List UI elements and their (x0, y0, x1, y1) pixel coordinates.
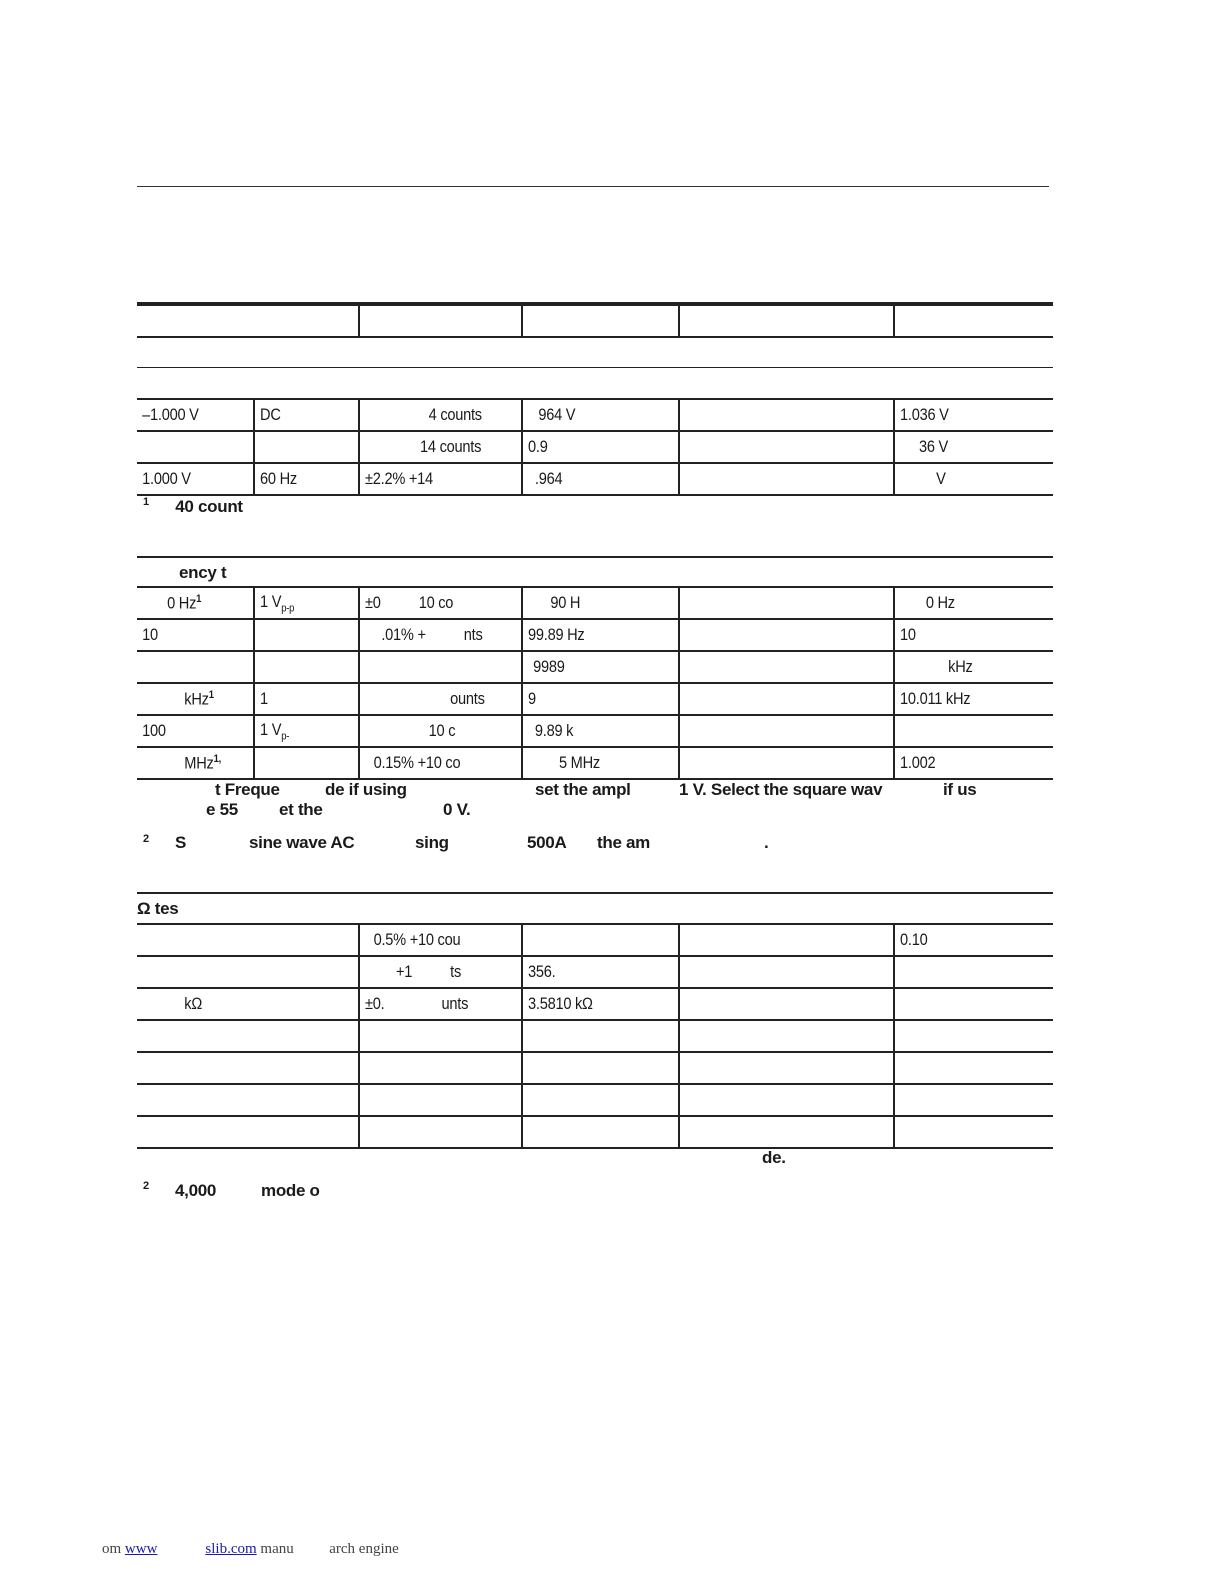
subscript: p-p (281, 602, 295, 615)
table-cell (894, 1116, 1031, 1148)
cell-text: 1 V (260, 719, 282, 739)
note-fragment: 1 V. Select the square wav (679, 780, 883, 799)
table-cell (359, 1020, 499, 1052)
table-cell: 100 (137, 715, 238, 747)
table-cell (137, 651, 238, 683)
table-cell (679, 1116, 864, 1148)
table-cell: 9989 (522, 651, 657, 683)
footer-link[interactable]: slib.com (205, 1541, 257, 1557)
note-fragment: de. (762, 1148, 786, 1167)
note-fragment: sine wave AC (249, 833, 355, 852)
table-row (137, 463, 1053, 495)
table-cell: 36 V (894, 431, 1031, 463)
table-cell (254, 619, 344, 651)
table-cell (679, 399, 864, 431)
table-cell (679, 747, 864, 779)
note-fragment: 500A (527, 833, 567, 852)
note-fragment: if us (943, 780, 977, 799)
table-cell (254, 431, 344, 463)
table-cell (522, 1084, 657, 1116)
table-cell (679, 651, 864, 683)
page-footer (102, 1541, 399, 1558)
table-cell (679, 1084, 864, 1116)
table-cell (137, 1084, 328, 1116)
frequency-heading: ency t (137, 556, 1053, 586)
table-row (137, 1052, 1053, 1084)
table-cell (522, 1116, 657, 1148)
footer-text: arch engine (329, 1541, 399, 1557)
footnote-mark: 2 (143, 1180, 149, 1192)
table-cell: 1.036 V (894, 399, 1031, 431)
table-cell (254, 715, 344, 747)
table-row (137, 619, 1053, 651)
table-cell: 1 (254, 683, 344, 715)
table-row (137, 715, 1053, 747)
footnote-mark: 1 (143, 496, 149, 508)
note-fragment: set the ampl (535, 780, 631, 799)
table-cell: 10 c (359, 715, 499, 747)
table-cell (137, 924, 328, 956)
table-cell: ±0. unts (359, 988, 499, 1020)
table-cell (894, 1020, 1031, 1052)
table-cell (679, 924, 864, 956)
footnote-mark: 2 (143, 833, 149, 845)
footer-link[interactable]: www (124, 1541, 158, 1557)
note-fragment: sing (415, 833, 449, 852)
table-cell (679, 1052, 864, 1084)
table-cell (894, 1084, 1031, 1116)
note-fragment: . (764, 833, 769, 852)
ohms-table (137, 923, 1053, 1149)
table-cell (679, 463, 864, 495)
table-cell (522, 924, 657, 956)
footnote-1 (143, 496, 243, 517)
footnote-mark: 1, (213, 752, 221, 765)
table-cell: ounts (359, 683, 499, 715)
table-cell (137, 1020, 328, 1052)
table-cell (894, 988, 1031, 1020)
footnote-mark: 1 (196, 592, 202, 605)
table-cell (359, 1116, 499, 1148)
table-cell (522, 1020, 657, 1052)
table-row (137, 1084, 1053, 1116)
cell-text: 1 V (260, 591, 282, 611)
table-cell: 0.15% +10 co (359, 747, 499, 779)
table-cell (254, 651, 344, 683)
table-cell: 5 MHz (522, 747, 657, 779)
table-cell (679, 683, 864, 715)
ohms-heading: Ω tes (137, 892, 1053, 924)
note-fragment: de if using (325, 780, 407, 799)
note-fragment: the am (597, 833, 650, 852)
table-cell (522, 1052, 657, 1084)
table-cell (359, 1052, 499, 1084)
table-row (137, 1116, 1053, 1148)
cell-text: kHz (184, 689, 209, 709)
table-cell: 964 V (522, 399, 657, 431)
table-cell: 0.10 (894, 924, 1031, 956)
table-cell (894, 715, 1031, 747)
footnote-2 (143, 833, 149, 854)
subscript: p- (281, 730, 290, 743)
note-fragment: e 55 (206, 800, 238, 819)
table-cell (679, 619, 864, 651)
table-cell (679, 988, 864, 1020)
table-cell: kHz (894, 651, 1031, 683)
table-cell (137, 431, 238, 463)
table-cell: 0.9 (522, 431, 657, 463)
table-cell (894, 1052, 1031, 1084)
table-cell: 9 (522, 683, 657, 715)
frequency-table (137, 586, 1053, 780)
table-cell (894, 956, 1031, 988)
note-fragment: et the (279, 800, 323, 819)
table-cell: 9.89 k (522, 715, 657, 747)
table-cell (254, 587, 344, 619)
table-cell (679, 1020, 864, 1052)
table-cell: 0 Hz (894, 587, 1031, 619)
table-cell (679, 587, 864, 619)
table-cell: 0.5% +10 cou (359, 924, 499, 956)
note-fragment: t Freque (215, 780, 280, 799)
table-row (137, 587, 1053, 619)
table-cell (359, 1084, 499, 1116)
table-row (137, 747, 1053, 779)
table-cell: .964 (522, 463, 657, 495)
table-row (137, 431, 1053, 463)
table-cell (137, 1052, 328, 1084)
table-cell: 3.5810 kΩ (522, 988, 657, 1020)
footnote-mark: 1 (208, 688, 214, 701)
cell-text: 0 Hz (167, 593, 197, 613)
note-fragment: 4,000 (175, 1181, 217, 1200)
cell-text: MHz (184, 753, 214, 773)
dc-table (137, 398, 1053, 496)
table-cell: V (894, 463, 1031, 495)
table-cell: kΩ (137, 988, 328, 1020)
table-row (137, 651, 1053, 683)
table-cell: –1.000 V (137, 399, 238, 431)
table-row (137, 1020, 1053, 1052)
table-cell: 1.000 V (137, 463, 238, 495)
table-cell: ±0 10 co (359, 587, 499, 619)
table-cell: 60 Hz (254, 463, 344, 495)
table-cell: 1.002 (894, 747, 1031, 779)
note-fragment: mode o (261, 1181, 320, 1200)
table-cell: DC (254, 399, 344, 431)
table-row (137, 683, 1053, 715)
table-cell: 10 (137, 619, 238, 651)
table-cell: 356. (522, 956, 657, 988)
table-header (137, 302, 1053, 338)
note-fragment: 0 V. (443, 800, 471, 819)
footer-text: om (102, 1541, 122, 1557)
table-cell: 10 (894, 619, 1031, 651)
table-cell: 10.011 kHz (894, 683, 1031, 715)
table-cell (137, 956, 328, 988)
table-cell (137, 1116, 328, 1148)
footnote-2 (143, 1180, 149, 1201)
table-cell (679, 956, 864, 988)
table-cell (254, 747, 344, 779)
table-row (137, 924, 1053, 956)
table-cell: 90 H (522, 587, 657, 619)
note-fragment: S (175, 833, 187, 852)
table-cell (137, 747, 238, 779)
table-row (137, 399, 1053, 431)
table-cell (679, 715, 864, 747)
header-rule (137, 186, 1049, 187)
table-cell (137, 683, 238, 715)
section-separator (137, 367, 1053, 398)
table-cell: 99.89 Hz (522, 619, 657, 651)
table-cell: ±2.2% +14 (359, 463, 499, 495)
footnote-text: 40 count (175, 496, 243, 516)
table-cell: +1 ts (359, 956, 499, 988)
table-row (137, 988, 1053, 1020)
table-row (137, 956, 1053, 988)
table-cell (679, 431, 864, 463)
table-cell: 14 counts (359, 431, 499, 463)
table-cell: 4 counts (359, 399, 499, 431)
footer-text: manu (260, 1541, 294, 1557)
table-cell (137, 587, 238, 619)
table-cell (359, 651, 499, 683)
table-cell: .01% + nts (359, 619, 499, 651)
